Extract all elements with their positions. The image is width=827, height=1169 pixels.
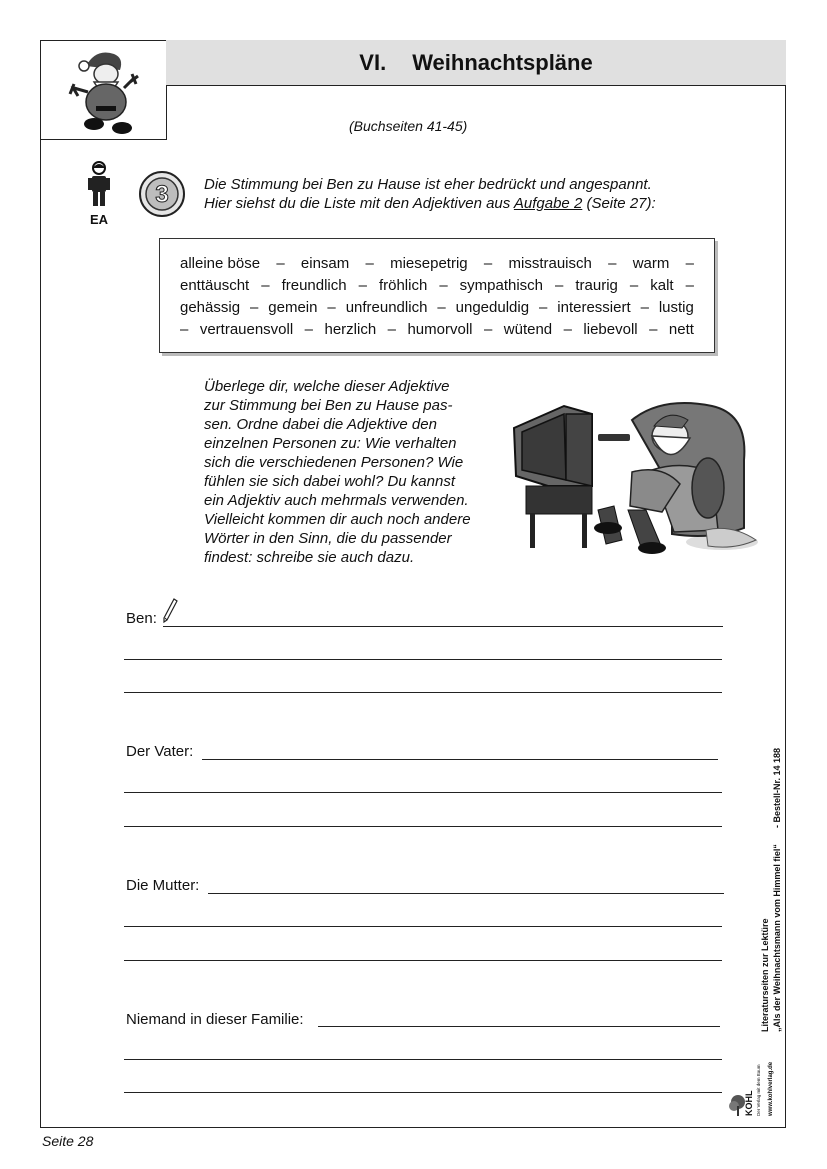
adjective-line (180, 297, 694, 319)
adjective-word: enttäuscht (180, 277, 250, 294)
answer-line-niemand[interactable] (124, 1092, 722, 1093)
chapter-title-bar (166, 40, 786, 86)
single-person-icon (84, 160, 114, 210)
instruction-line: Überlege dir, welche dieser Adjektive (204, 378, 450, 395)
adjective-word: traurig (575, 277, 618, 294)
adjective-word: wütend (503, 321, 553, 338)
separator-dash: – (358, 277, 367, 294)
instruction-line: zur Stimmung bei Ben zu Hause pas- (204, 397, 453, 414)
book-title: „Als der Weihnachtsmann vom Himmel fiel“ (772, 844, 782, 1032)
answer-label-vater: Der Vater: (126, 743, 194, 760)
adjective-word: herzlich (324, 321, 377, 338)
answer-line-mutter[interactable] (208, 893, 724, 894)
instruction-line: sen. Ordne dabei die Adjektive den (204, 416, 437, 433)
separator-dash: – (563, 321, 572, 338)
task-intro-line-2 (204, 194, 714, 213)
adjective-word: vertrauensvoll (199, 321, 294, 338)
adjective-word: kalt (650, 277, 674, 294)
answer-line-mutter[interactable] (124, 926, 722, 927)
adjective-word: fröhlich (378, 277, 428, 294)
adjective-word: humorvoll (407, 321, 473, 338)
pencil-icon (162, 598, 178, 624)
separator-dash: – (483, 321, 493, 338)
santa-watching-tv-illustration (512, 400, 762, 560)
answer-line-vater[interactable] (124, 826, 722, 827)
adjective-line (180, 275, 694, 297)
step-circle-icon (138, 170, 186, 218)
instruction-line: Vielleicht kommen dir auch noch andere (204, 511, 471, 528)
instruction-line: ein Adjektiv auch mehrmals verwenden. (204, 492, 469, 509)
separator-dash: – (387, 321, 396, 338)
falling-santa-illustration (66, 44, 146, 138)
answer-line-niemand[interactable] (124, 1059, 722, 1060)
separator-dash: – (439, 277, 448, 294)
answer-line-niemand[interactable] (318, 1026, 720, 1027)
adjective-word: ungeduldig (455, 299, 530, 316)
separator-dash: – (608, 255, 617, 272)
adjective-word: alleine böse (180, 255, 261, 272)
separator-dash: – (538, 299, 548, 316)
side-publication-info (758, 732, 788, 1052)
adjective-word: gemein (268, 299, 318, 316)
adjective-word: unfreundlich (345, 299, 428, 316)
page-number: Seite 28 (42, 1133, 94, 1149)
adjective-list-box (159, 238, 715, 353)
adjective-word: liebevoll (583, 321, 638, 338)
answer-label-niemand: Niemand in dieser Familie: (126, 1011, 304, 1028)
separator-dash: – (640, 299, 649, 316)
answer-line-ben[interactable] (163, 626, 723, 627)
instruction-line: sich die verschiedenen Personen? Wie (204, 454, 464, 471)
adjective-word: freundlich (281, 277, 347, 294)
answer-line-vater[interactable] (202, 759, 718, 760)
publisher-tagline: Der Verlag mit dem Baum (756, 1064, 761, 1116)
adjective-word: warm (632, 255, 670, 272)
instructions-paragraph (204, 377, 504, 567)
separator-dash: – (555, 277, 564, 294)
adjective-word: nett (668, 321, 694, 338)
instruction-line: findest: schreibe sie auch dazu. (204, 549, 415, 566)
answer-line-mutter[interactable] (124, 960, 722, 961)
instruction-line: Wörter in den Sinn, die du passender (204, 530, 452, 547)
chapter-title: Weihnachtspläne (412, 49, 593, 75)
separator-dash: – (365, 255, 374, 272)
separator-dash: – (180, 321, 189, 338)
separator-dash: – (327, 299, 336, 316)
book-pages-reference: (Buchseiten 41-45) (349, 118, 468, 134)
task-introduction (204, 175, 714, 213)
series-title: Literaturseiten zur Lektüre (760, 918, 770, 1032)
separator-dash: – (249, 299, 259, 316)
task-intro-suffix: (Seite 27): (582, 195, 656, 212)
publisher-name: KOHL (744, 1090, 754, 1116)
separator-dash: – (304, 321, 314, 338)
task-reference-link: Aufgabe 2 (513, 195, 583, 212)
adjective-line (180, 319, 694, 341)
adjective-word: lustig (658, 299, 694, 316)
chapter-number: VI. (359, 49, 387, 75)
separator-dash: – (629, 277, 639, 294)
instruction-line: fühlen sie sich dabei wohl? Du kannst (204, 473, 455, 490)
answer-label-mutter: Die Mutter: (126, 877, 200, 894)
adjective-word: miesepetrig (390, 255, 468, 272)
adjective-line (180, 253, 694, 275)
publisher-logo (728, 1046, 782, 1118)
separator-dash: – (261, 277, 270, 294)
step-number: 3 (155, 181, 169, 208)
answer-label-ben: Ben: (126, 610, 157, 627)
separator-dash: – (276, 255, 285, 272)
separator-dash: – (483, 255, 493, 272)
answer-line-vater[interactable] (124, 792, 722, 793)
answer-line-ben[interactable] (124, 659, 722, 660)
instruction-line: einzelnen Personen zu: Wie verhalten (204, 435, 457, 452)
adjective-word: gehässig (180, 299, 241, 316)
adjective-word: misstrauisch (508, 255, 592, 272)
work-mode-label: EA (90, 212, 109, 227)
publisher-website: www.kohlverlag.de (768, 1061, 774, 1116)
adjective-word: einsam (300, 255, 350, 272)
adjective-word: sympathisch (459, 277, 544, 294)
order-number: - Bestell-Nr. 14 188 (772, 747, 782, 828)
separator-dash: – (649, 321, 658, 338)
task-intro-prefix: Hier siehst du die Liste mit den Adjektiven aus (204, 195, 514, 212)
separator-dash: – (685, 277, 694, 294)
adjective-word: interessiert (557, 299, 631, 316)
answer-line-ben[interactable] (124, 692, 722, 693)
separator-dash: – (437, 299, 446, 316)
separator-dash: – (685, 255, 694, 272)
task-intro-line-1: Die Stimmung bei Ben zu Hause ist eher bedrückt und angespannt. (204, 176, 652, 193)
